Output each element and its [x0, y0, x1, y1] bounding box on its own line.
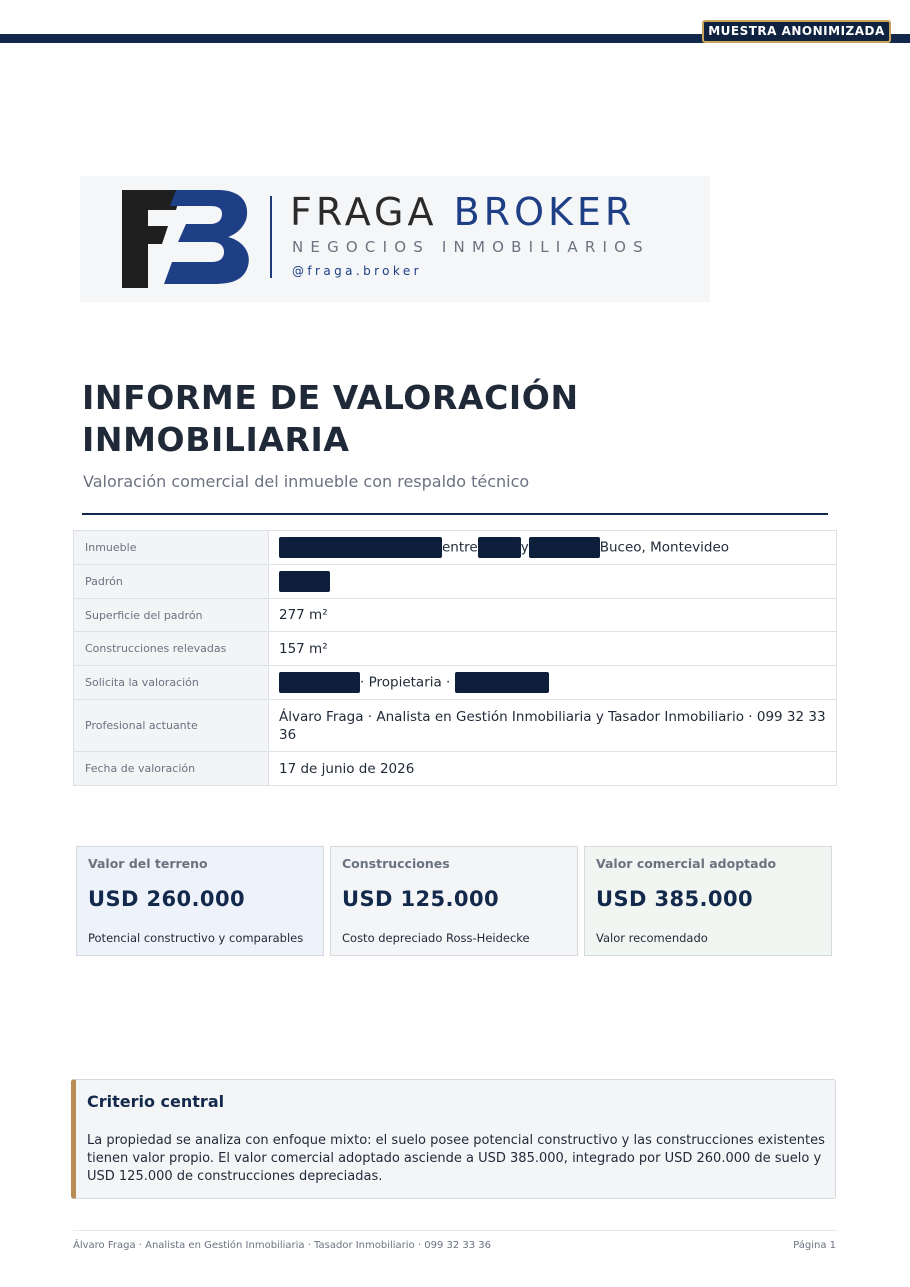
- redaction-block: [279, 672, 360, 693]
- terreno-value-card: [76, 846, 324, 956]
- table-row: [74, 531, 837, 565]
- property-details-table: [73, 530, 837, 786]
- fb-monogram-icon: [120, 188, 252, 288]
- table-row: [74, 666, 837, 700]
- inmueble-value: entre y Buceo, Montevideo: [269, 531, 837, 565]
- table-row: [74, 752, 837, 786]
- page-number: Página 1: [793, 1240, 836, 1251]
- table-row: [74, 632, 837, 666]
- redaction-block: [478, 537, 521, 558]
- card-note: Valor recomendado: [596, 931, 708, 945]
- construcciones-value: 157 m²: [269, 632, 837, 666]
- table-row: [74, 599, 837, 632]
- report-subtitle: Valoración comercial del inmueble con respaldo técnico: [83, 472, 530, 491]
- card-amount: USD 260.000: [88, 887, 245, 911]
- construcciones-value-card: [330, 846, 578, 956]
- solicita-value: · Propietaria ·: [269, 666, 837, 700]
- profesional-value: Álvaro Fraga · Analista en Gestión Inmobiliaria y Tasador Inmobiliario · 099 32 33 36: [269, 700, 837, 752]
- redaction-block: [279, 537, 442, 558]
- comercial-value-card: [584, 846, 832, 956]
- fecha-label: Fecha de valoración: [74, 752, 269, 786]
- superficie-label: Superficie del padrón: [74, 599, 269, 632]
- profesional-label: Profesional actuante: [74, 700, 269, 752]
- card-note: Potencial constructivo y comparables: [88, 931, 304, 945]
- card-amount: USD 385.000: [596, 887, 753, 911]
- logo-tagline: NEGOCIOS INMOBILIARIOS: [292, 238, 650, 256]
- table-row: [74, 700, 837, 752]
- inmueble-label: Inmueble: [74, 531, 269, 565]
- card-amount: USD 125.000: [342, 887, 499, 911]
- card-label: Valor del terreno: [88, 856, 208, 871]
- padron-value: [269, 565, 837, 599]
- footer-divider: [73, 1230, 837, 1231]
- fecha-value: 17 de junio de 2026: [269, 752, 837, 786]
- card-note: Costo depreciado Ross-Heidecke: [342, 931, 530, 945]
- padron-label: Padrón: [74, 565, 269, 599]
- table-row: [74, 565, 837, 599]
- construcciones-label: Construcciones relevadas: [74, 632, 269, 666]
- logo-divider: [270, 196, 272, 278]
- criterio-central-box: [71, 1079, 836, 1199]
- criterio-heading: Criterio central: [87, 1092, 225, 1111]
- footer-author: Álvaro Fraga · Analista en Gestión Inmobiliaria · Tasador Inmobiliario · 099 32 33 36: [73, 1240, 492, 1251]
- redaction-block: [279, 571, 330, 592]
- report-title: INFORME DE VALORACIÓN INMOBILIARIA: [82, 378, 579, 459]
- card-label: Construcciones: [342, 856, 450, 871]
- company-logo: [80, 176, 710, 302]
- card-label: Valor comercial adoptado: [596, 856, 777, 871]
- redaction-block: [529, 537, 600, 558]
- superficie-value: 277 m²: [269, 599, 837, 632]
- criterio-text: La propiedad se analiza con enfoque mixto: el suelo posee potencial constructivo y las construcciones existentes tienen valor propio. El valor comercial adoptado asciende a USD 385.000, integrado por USD 260.000 de suelo y USD 125.000 de construcciones depreciadas.: [87, 1133, 825, 1184]
- title-divider: [82, 513, 828, 515]
- anonymized-badge: MUESTRA ANONIMIZADA: [702, 20, 891, 43]
- solicita-label: Solicita la valoración: [74, 666, 269, 700]
- logo-handle: @fraga.broker: [292, 264, 422, 278]
- redaction-block: [455, 672, 549, 693]
- logo-wordmark: FRAGA BROKER: [290, 190, 636, 234]
